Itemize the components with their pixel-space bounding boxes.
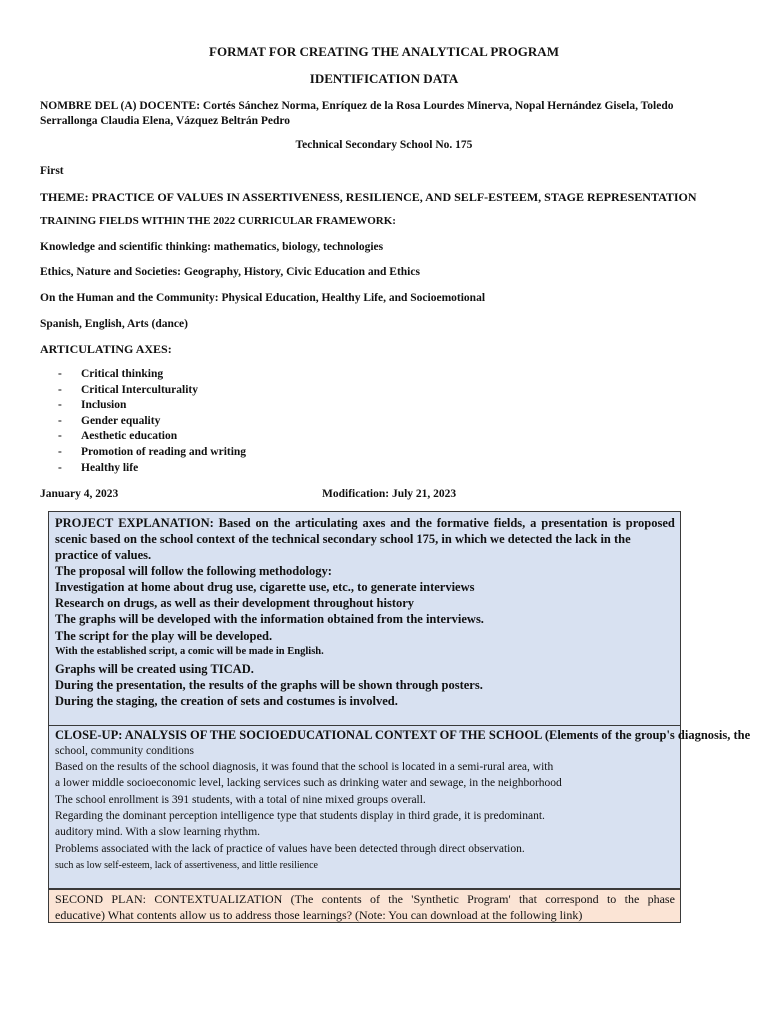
- context-text-line: a lower middle socioeconomic level, lacking services such as drinking water and sewage, in the neighborhood: [55, 777, 562, 789]
- modification-date: Modification: July 21, 2023: [322, 488, 457, 500]
- list-item: [58, 430, 246, 446]
- project-text-line: Research on drugs, as well as their development throughout history: [55, 596, 415, 610]
- teachers-field: [40, 99, 730, 129]
- training-fields-title: TRAINING FIELDS WITHIN THE 2022 CURRICULAR FRAMEWORK:: [40, 215, 396, 227]
- word: proposed: [625, 516, 675, 530]
- training-field-item: Knowledge and scientific thinking: mathematics, biology, technologies: [40, 241, 384, 253]
- word: and: [390, 516, 411, 530]
- word: presentation: [541, 516, 608, 530]
- word: EXPLANATION:: [118, 516, 214, 530]
- articulating-axes-list: [58, 368, 246, 477]
- axis-label: Gender equality: [81, 414, 161, 427]
- list-item: [58, 462, 246, 478]
- training-field-item: On the Human and the Community: Physical Education, Healthy Life, and Socioemotional: [40, 292, 486, 304]
- dash-bullet-icon: -: [58, 414, 62, 427]
- project-text-line: practice of values.: [55, 548, 152, 562]
- word: the: [388, 892, 403, 906]
- word: contents: [321, 892, 362, 906]
- dash-bullet-icon: -: [58, 399, 62, 412]
- word: 'Synthetic: [411, 892, 459, 906]
- word: formative: [436, 516, 489, 530]
- project-text-line: Graphs will be created using TICAD.: [55, 662, 254, 676]
- second-plan-line-2: educative) What contents allow us to address those learnings? (Note: You can download at the following link): [55, 908, 583, 922]
- project-text-line: The proposal will follow the following methodology:: [55, 564, 332, 578]
- context-text-line: Regarding the dominant perception intelligence type that students display in third grade, it is predominant.: [55, 810, 545, 822]
- project-text-line: The graphs will be developed with the information obtained from the interviews.: [55, 612, 484, 626]
- axis-label: Critical Interculturality: [81, 383, 198, 396]
- context-heading: CLOSE-UP: ANALYSIS OF THE SOCIOEDUCATIONAL CONTEXT OF THE SCHOOL (Elements of the group's diagnosis, the: [55, 728, 751, 742]
- grade-label: First: [40, 165, 64, 177]
- word: Program': [467, 892, 511, 906]
- socioeducational-context-box: [48, 725, 751, 889]
- word: to: [606, 892, 617, 906]
- project-explanation-box: [48, 511, 681, 726]
- second-plan-first-line: [55, 892, 675, 907]
- second-plan-box: [48, 889, 681, 923]
- training-field-item: Spanish, English, Arts (dance): [40, 318, 188, 330]
- dash-bullet-icon: -: [58, 383, 62, 396]
- word: PROJECT: [55, 516, 114, 530]
- articulating-axes-title: ARTICULATING AXES:: [40, 342, 172, 356]
- project-explanation-first-line: [55, 516, 675, 531]
- word: fields,: [493, 516, 526, 530]
- context-text-line: The school enrollment is 391 students, with a total of nine mixed groups overall.: [55, 794, 426, 806]
- dash-bullet-icon: -: [58, 461, 62, 474]
- word: articulating: [295, 516, 358, 530]
- context-text-line: auditory mind. With a slow learning rhythm.: [55, 826, 261, 838]
- project-text-line: scenic based on the school context of the technical secondary school 175, in which we detected the lack in the: [55, 532, 631, 546]
- word: the: [415, 516, 432, 530]
- word: the: [624, 892, 640, 906]
- context-text-line: Problems associated with the lack of practice of values have been detected through direct observation.: [55, 843, 525, 855]
- axis-label: Promotion of reading and writing: [81, 445, 247, 458]
- dash-bullet-icon: -: [58, 430, 62, 443]
- context-text-line: such as low self-esteem, lack of assertiveness, and little resilience: [55, 860, 318, 871]
- list-item: [58, 446, 246, 462]
- project-text-line: With the established script, a comic will be made in English.: [55, 646, 324, 657]
- word: correspond: [545, 892, 599, 906]
- context-text-line: school, community conditions: [55, 745, 194, 757]
- word: phase: [647, 892, 675, 906]
- word: Based: [218, 516, 251, 530]
- word: PLAN:: [111, 892, 147, 906]
- list-item: [58, 384, 246, 400]
- theme-heading: THEME: PRACTICE OF VALUES IN ASSERTIVENESS, RESILIENCE, AND SELF-ESTEEM, STAGE REPRESENTATION: [40, 190, 697, 204]
- document-title: FORMAT FOR CREATING THE ANALYTICAL PROGRAM: [209, 44, 559, 59]
- axis-label: Inclusion: [81, 399, 127, 412]
- training-field-item: Ethics, Nature and Societies: Geography, History, Civic Education and Ethics: [40, 266, 420, 278]
- word: a: [530, 516, 537, 530]
- project-text-line: During the presentation, the results of the graphs will be shown through posters.: [55, 678, 483, 692]
- word: on: [255, 516, 269, 530]
- axis-label: Healthy life: [81, 461, 139, 474]
- dash-bullet-icon: -: [58, 368, 62, 380]
- project-text-line: Investigation at home about drug use, cigarette use, etc., to generate interviews: [55, 580, 475, 594]
- word: SECOND: [55, 892, 104, 906]
- project-text-line: During the staging, the creation of sets and costumes is involved.: [55, 694, 398, 708]
- list-item: [58, 415, 246, 431]
- word: that: [518, 892, 537, 906]
- word: the: [273, 516, 291, 530]
- school-name: Technical Secondary School No. 175: [295, 139, 473, 151]
- dash-bullet-icon: -: [58, 445, 62, 458]
- teachers-line-1: NOMBRE DEL (A) DOCENTE: Cortés Sánchez Norma, Enríquez de la Rosa Lourdes Minerva, Nopal Hernández Gisela, Toledo: [40, 100, 674, 112]
- list-item: [58, 368, 246, 384]
- word: CONTEXTUALIZATION: [154, 892, 283, 906]
- axis-label: Critical thinking: [81, 368, 164, 380]
- word: is: [612, 516, 621, 530]
- word: of: [369, 892, 380, 906]
- document-subtitle: IDENTIFICATION DATA: [309, 71, 459, 86]
- word: axes: [362, 516, 386, 530]
- context-text-line: Based on the results of the school diagnosis, it was found that the school is located in a semi-rural area, with: [55, 761, 554, 773]
- word: (The: [290, 892, 314, 906]
- teachers-line-2: Serrallonga Claudia Elena, Vázquez Beltrán Pedro: [40, 115, 291, 127]
- axis-label: Aesthetic education: [81, 430, 178, 443]
- list-item: [58, 399, 246, 415]
- project-text-line: The script for the play will be developed.: [55, 629, 273, 643]
- creation-date: January 4, 2023: [40, 488, 119, 500]
